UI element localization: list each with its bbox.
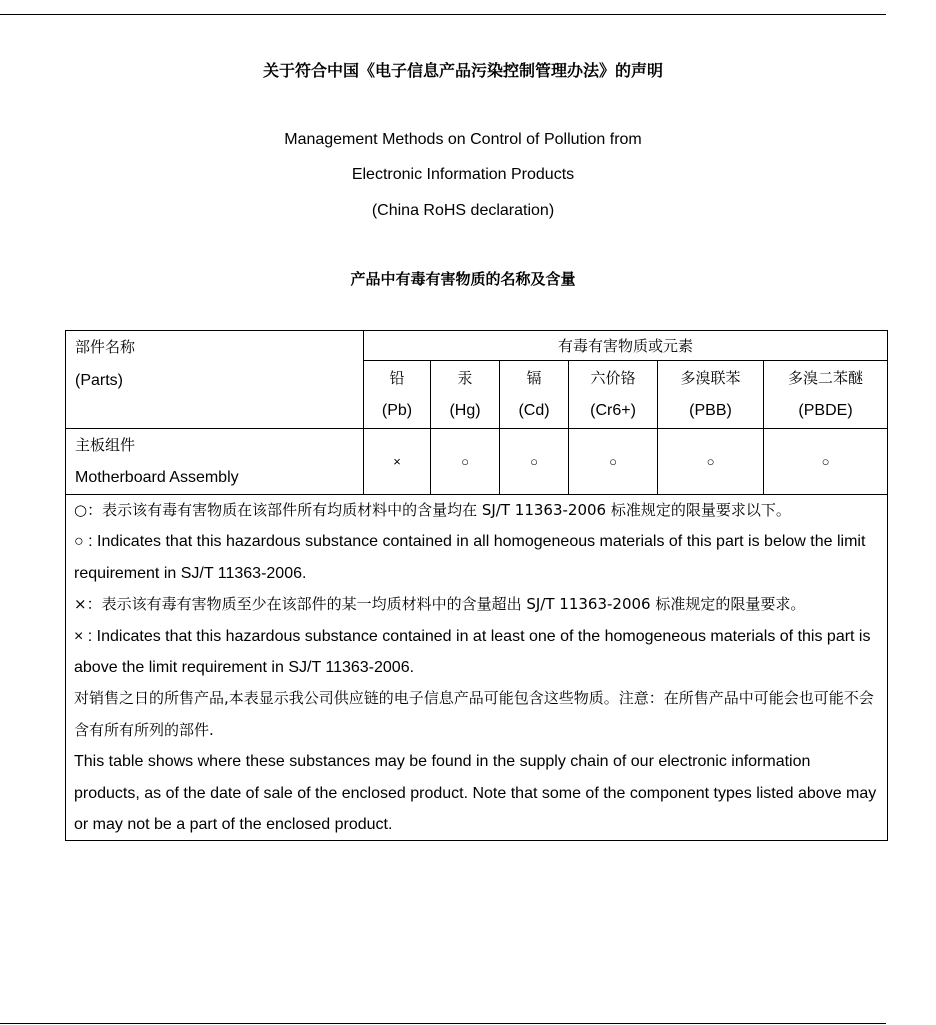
- parts-header-chinese: 部件名称: [75, 338, 136, 356]
- part-name-chinese: 主板组件: [75, 435, 136, 454]
- substance-symbol-lead: (Pb): [364, 395, 431, 429]
- note-circle-chinese: ○：表示该有毒有害物质在该部件所有均质材料中的含量均在 SJ/T 11363-2006 标准规定的限量要求以下。: [74, 501, 791, 519]
- note-cross-english: × : Indicates that this hazardous substance contained in at least one of the homogeneous materials of this part is above the limit requirement in SJ/T 11363-2006.: [74, 627, 871, 677]
- page-title-english-line-1: Management Methods on Control of Pollution from: [284, 131, 642, 148]
- mark-lead: ×: [364, 429, 431, 495]
- table-caption: 产品中有毒有害物质的名称及含量: [350, 270, 576, 288]
- note-circle-english: ○ : Indicates that this hazardous substance contained in all homogeneous materials of this part is below the limit requirement in SJ/T 11363-2006.: [74, 533, 866, 582]
- substances-header: 有毒有害物质或元素: [364, 331, 888, 361]
- bottom-rule: [0, 1023, 886, 1024]
- substance-symbol-pbb: (PBB): [658, 395, 764, 429]
- parts-header-cell: [66, 331, 364, 429]
- notes-cell: [66, 495, 888, 841]
- substance-symbol-chromium: (Cr6+): [569, 395, 658, 429]
- table-row: [66, 429, 888, 495]
- substance-symbol-pbde: (PBDE): [764, 395, 888, 429]
- substance-symbol-mercury: (Hg): [431, 395, 500, 429]
- substance-name-cadmium: 镉: [500, 361, 569, 395]
- substance-name-mercury: 汞: [431, 361, 500, 395]
- substance-symbol-cadmium: (Cd): [500, 395, 569, 429]
- page-title-english-line-2: Electronic Information Products: [351, 166, 575, 183]
- part-name-cell: [66, 429, 364, 495]
- substance-name-pbb: 多溴联苯: [658, 361, 764, 395]
- note-supply-english: This table shows where these substances may be found in the supply chain of our electronic information products, as of the date of sale of the enclosed product. Note that some of the component types listed above may or may not be a part of the enclosed product.: [74, 753, 877, 834]
- page-title-chinese: 关于符合中国《电子信息产品污染控制管理办法》的声明: [262, 61, 663, 80]
- mark-cadmium: ○: [500, 429, 569, 495]
- note-cross-chinese: ×：表示该有毒有害物质至少在该部件的某一均质材料中的含量超出 SJ/T 11363-2006 标准规定的限量要求。: [74, 595, 806, 614]
- table-header-row: [66, 331, 888, 361]
- substance-name-chromium: 六价铬: [569, 361, 658, 395]
- mark-pbb: ○: [658, 429, 764, 495]
- parts-header-english: (Parts): [75, 372, 123, 389]
- page-title-english-line-3: (China RoHS declaration): [371, 202, 555, 219]
- substance-name-pbde: 多溴二苯醚: [764, 361, 888, 395]
- mark-mercury: ○: [431, 429, 500, 495]
- top-rule: [0, 14, 886, 15]
- mark-pbde: ○: [764, 429, 888, 495]
- hazardous-substances-table: [65, 330, 888, 841]
- substance-name-lead: 铅: [364, 361, 431, 395]
- notes-row: [66, 495, 888, 841]
- mark-chromium: ○: [569, 429, 658, 495]
- part-name-english: Motherboard Assembly: [75, 468, 239, 486]
- note-supply-chinese: 对销售之日的所售产品,本表显示我公司供应链的电子信息产品可能包含这些物质。注意：在所售产品中可能会也可能不会含有所有所列的部件.: [74, 689, 874, 739]
